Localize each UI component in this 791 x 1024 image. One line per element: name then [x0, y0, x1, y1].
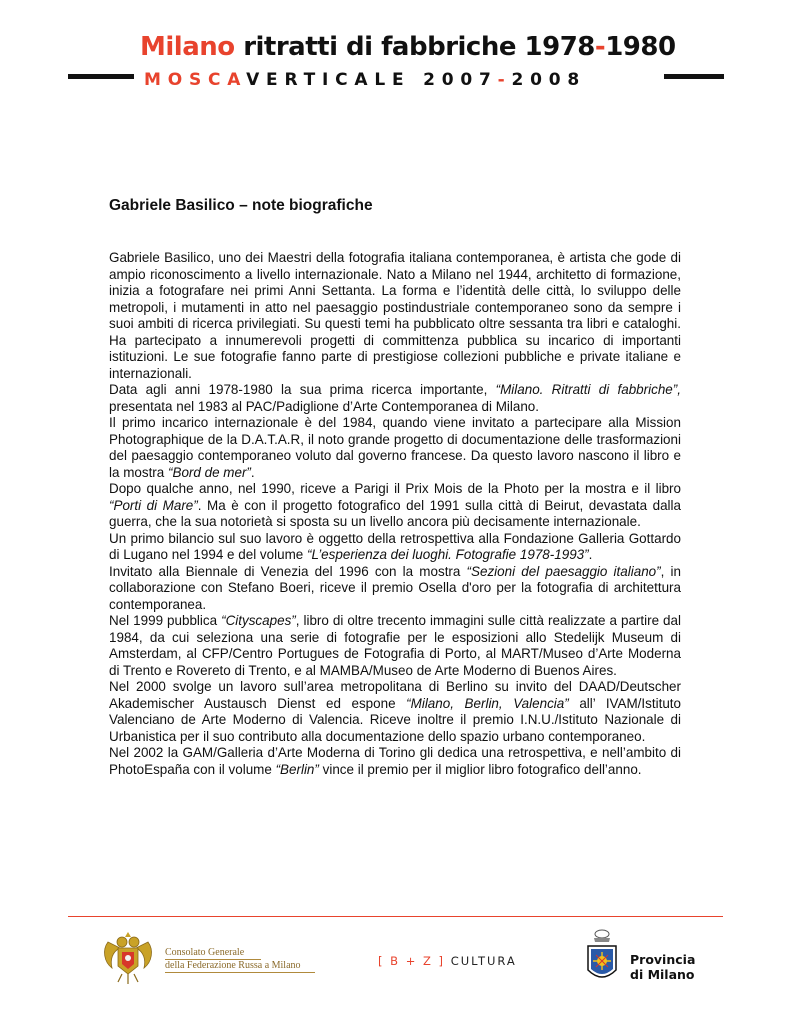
header-subtitle-mosca: MOSCA: [144, 70, 247, 90]
work-title: “Milano, Berlin, Valencia”: [406, 695, 569, 711]
header-bar-right: [664, 74, 724, 79]
bz-letters: B + Z: [390, 954, 433, 968]
biography-paragraph: [109, 415, 681, 481]
paragraph-text: Gabriele Basilico, uno dei Maestri della fotografia italiana contemporanea, è artista che gode di ampio riconoscimento a livello internazionale. Nato a Milano nel 1944, architetto di formazione, inizia a fotografare nei primi Anni Settanta. La forma e l’identità delle città, lo sviluppo delle metropoli, i mutamenti in atto nel paesaggio postindustriale contemporaneo sono da sempre i suoi ambiti di ricerca privilegiati. Su questi temi ha pubblicato oltre sessanta tra libri e cataloghi. Ha partecipato a innumerevoli progetti di committenza pubblica su incarico di importanti istituzioni. Le sue fotografie fanno parte di prestigiose collezioni pubbliche e private italiane e internazionali.: [109, 250, 681, 381]
biography-paragraph: [109, 564, 681, 614]
paragraph-text: .: [250, 464, 255, 480]
consolato-line2: della Federazione Russa a Milano: [165, 960, 301, 971]
header-title-milano: Milano: [140, 32, 235, 62]
work-title: “L’esperienza dei luoghi. Fotografie 1978-1993”: [306, 547, 589, 562]
paragraph-text: Invitato alla Biennale di Venezia del 1996 con la mostra: [109, 563, 467, 579]
provincia-line1: Provincia: [630, 952, 696, 967]
header-subtitle-end: 2008: [511, 70, 586, 90]
paragraph-text: Nel 2002 la GAM/Galleria d’Arte Moderna di Torino gli dedica una retrospettiva, e nell’ambito di PhotoEspaña con il volume: [109, 745, 681, 777]
paragraph-text: Data agli anni 1978-1980 la sua prima ricerca importante,: [109, 382, 496, 397]
provincia-logo-text: [630, 952, 710, 982]
header-subtitle: [144, 70, 654, 90]
paragraph-text: all’ IVAM/Istituto Valenciano de Arte Moderno di Valencia. Riceve inoltre il premio I.N.U./Istituto Nazionale di Urbanistica per il suo contributo alla documentazione dello spazio urbano contemporaneo.: [109, 695, 681, 744]
biography-paragraph: [109, 250, 681, 382]
footer-rule: [68, 916, 723, 917]
paragraph-text: .: [588, 547, 593, 562]
paragraph-text: Nel 1999 pubblica: [109, 613, 222, 628]
biography-text: [109, 250, 681, 778]
provincia-crest-icon: [582, 928, 622, 990]
consolato-underline-1: [165, 959, 261, 960]
paragraph-text: . Ma è con il progetto fotografico del 1991 sulla città di Beirut, devastata dalla guerra, che la sua notorietà si sposta su un livello ancora più decisamente internazionale.: [109, 497, 681, 529]
paragraph-text: , libro di oltre trecento immagini sulle città realizzate a partire dal 1984, da cui seleziona una serie di fotografie per le esposizioni allo Stedelijk Museum di Amsterdam, al CFP/Centro Portugues de Fotografia di Porto, al MART/Museo d’Arte Moderna di Trento e Rovereto di Trento, e al MAMBA/Museo de Arte Moderno di Buenos Aires.: [109, 613, 681, 678]
work-title: “Cityscapes”: [221, 613, 296, 628]
paragraph-text: Dopo qualche anno, nel 1990, riceve a Parigi il Prix Mois de la Photo per la mostra e il libro: [109, 481, 681, 496]
bz-cultura-logo: [378, 954, 518, 968]
paragraph-text: presentata nel 1983 al PAC/Padiglione d’Arte Contemporanea di Milano.: [109, 398, 540, 414]
work-title: “Milano. Ritratti di fabbriche”,: [495, 382, 681, 397]
work-title: “Berlin”: [275, 761, 319, 777]
header-title-dash: -: [594, 32, 606, 62]
biography-paragraph: [109, 679, 681, 745]
header-subtitle-dash: -: [497, 70, 512, 90]
consolato-logo: [165, 946, 315, 972]
paragraph-text: , in collaborazione con Stefano Boeri, riceve il premio Osella d'oro per la fotografia di architettura contemporanea.: [109, 563, 681, 612]
paragraph-text: Un primo bilancio sul suo lavoro è oggetto della retrospettiva alla Fondazione Galleria Gottardo di Lugano nel 1994 e del volume: [109, 530, 681, 562]
paragraph-text: Nel 2000 svolge un lavoro sull’area metropolitana di Berlino su invito del DAAD/Deutscher Akademischer Austausch Dienst ed espone: [109, 679, 681, 711]
biography-paragraph: [109, 382, 681, 415]
header-title-main: ritratti di fabbriche 1978: [243, 32, 595, 62]
biography-paragraph: [109, 481, 681, 531]
consolato-line1: Consolato Generale: [165, 947, 245, 958]
biography-paragraph: [109, 745, 681, 778]
provincia-line2: di Milano: [630, 967, 695, 982]
work-title: “Bord de mer”: [168, 464, 251, 480]
document-title: Gabriele Basilico – note biografiche: [109, 197, 373, 214]
work-title: “Sezioni del paesaggio italiano”: [466, 563, 661, 579]
russian-eagle-crest-icon: [100, 928, 156, 986]
bz-close-bracket: ]: [438, 954, 446, 968]
bz-open-bracket: [: [378, 954, 385, 968]
header-bar-left: [68, 74, 134, 79]
bz-cultura-word: CULTURA: [450, 954, 517, 968]
paragraph-text: vince il premio per il miglior libro fotografico dell’anno.: [318, 761, 642, 777]
biography-paragraph: [109, 531, 681, 564]
header-title-end: 1980: [605, 32, 676, 62]
consolato-underline-2: [165, 972, 315, 973]
biography-paragraph: [109, 613, 681, 679]
header-subtitle-main: VERTICALE 2007: [246, 70, 498, 90]
work-title: “Porti di Mare”: [109, 497, 198, 513]
paragraph-text: Il primo incarico internazionale è del 1984, quando viene invitato a partecipare alla Mission Photographique de la D.A.T.A.R, il noto grande progetto di documentazione delle trasformazioni del paesaggio contemporaneo voluto dal governo francese. Da questo lavoro nascono il libro e la mostra: [109, 415, 681, 480]
header-title: [140, 32, 676, 62]
